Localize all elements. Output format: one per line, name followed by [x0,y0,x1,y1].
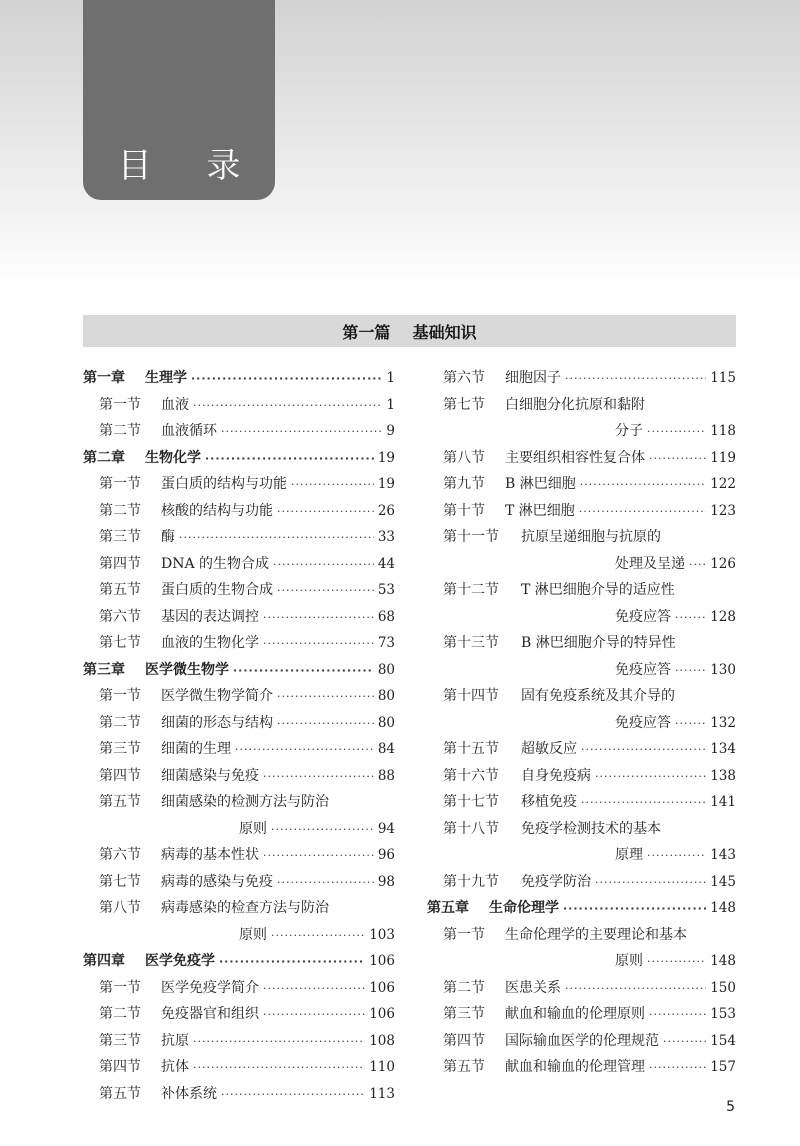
toc-entry-number: 第七节 [443,396,485,413]
toc-entry-title: 献血和输血的伦理管理 [505,1059,645,1075]
toc-entry-row[interactable] [427,365,736,392]
toc-entry-title: 抗原呈递细胞与抗原的 [521,529,661,545]
toc-entry-title-continued: 原理 [615,847,643,863]
toc-entry-title: 蛋白质的结构与功能 [161,476,287,492]
toc-page-number: 1 [386,370,395,386]
toc-page-number: 98 [377,873,395,890]
dot-leader [647,949,706,976]
toc-page-number: 19 [377,476,395,492]
toc-page-number: 145 [710,873,736,890]
dot-leader [221,1082,365,1109]
toc-entry-number: 第十六节 [443,767,499,784]
toc-page-number: 118 [710,423,736,439]
dot-leader [675,711,706,738]
dot-leader [565,976,706,1003]
toc-page-number: 128 [710,608,736,625]
toc-entry-number: 第一节 [99,396,141,413]
toc-page-number: 53 [377,582,395,598]
toc-entry-row[interactable] [427,948,736,975]
toc-chapter-row[interactable] [83,445,395,472]
toc-entry-title: 主要组织相容性复合体 [505,449,645,466]
toc-entry-number: 第十五节 [443,741,499,757]
dot-leader [271,817,374,844]
toc-page-number: 157 [710,1059,736,1075]
dot-leader [193,1029,365,1056]
toc-page-number: 138 [710,767,736,784]
toc-entry-title: 移植免疫 [521,794,577,810]
part-heading: 第一篇 基础知识 [83,315,736,347]
toc-entry-row[interactable] [427,577,736,604]
toc-entry-row[interactable] [427,1054,736,1081]
toc-entry-title: 酶 [161,529,175,545]
toc-entry-title: 生命伦理学 [489,900,559,916]
toc-entry-title-continued: 原则 [239,926,267,943]
toc-entry-title: B 淋巴细胞介导的特异性 [521,635,676,651]
toc-page-number: 132 [710,714,736,731]
toc-entry-title: 细菌的生理 [161,741,231,757]
toc-entry-row[interactable] [427,630,736,657]
toc-entry-title: T 淋巴细胞 [505,502,575,519]
toc-entry-title: 细胞因子 [505,370,561,386]
dot-leader [647,843,706,870]
dot-leader [191,366,382,393]
toc-entry-number: 第一节 [443,926,485,943]
toc-entry-number: 第七节 [99,635,141,651]
toc-chapter-row[interactable] [427,895,736,922]
toc-entry-row[interactable] [83,816,395,843]
toc-entry-row[interactable] [83,498,395,525]
dot-leader [179,525,374,552]
toc-page-number: 134 [710,741,736,757]
toc-entry-row[interactable] [83,736,395,763]
toc-page-number: 96 [377,847,395,863]
toc-entry-number: 第十四节 [443,688,499,704]
toc-entry-title: 免疫学防治 [521,873,591,890]
toc-entry-title: 病毒的基本性状 [161,847,259,863]
toc-entry-row[interactable] [83,524,395,551]
toc-entry-title: 抗体 [161,1059,189,1075]
toc-entry-row[interactable] [427,498,736,525]
toc-chapter-row[interactable] [83,657,395,684]
toc-page-number: 88 [377,767,395,784]
page-title: 目 录 [117,146,263,186]
toc-entry-number: 第十七节 [443,794,499,810]
toc-page-number: 9 [386,423,395,439]
dot-leader [581,737,706,764]
dot-leader [647,419,706,446]
toc-entry-row[interactable] [427,789,736,816]
toc-entry-row[interactable] [83,710,395,737]
toc-entry-row[interactable] [427,445,736,472]
toc-page-number: 153 [710,1006,736,1022]
toc-page-number: 80 [377,661,395,678]
toc-entry-row[interactable] [427,551,736,578]
dot-leader [675,658,706,685]
toc-entry-number: 第二节 [99,1006,141,1022]
dot-leader [277,870,374,897]
toc-page-number: 19 [377,449,395,466]
toc-entry-number: 第二节 [443,979,485,996]
toc-page-number: 154 [710,1032,736,1049]
toc-entry-number: 第九节 [443,476,485,492]
dot-leader [563,896,706,923]
dot-leader [595,870,706,897]
toc-entry-number: 第四章 [83,953,125,969]
dot-leader [277,578,374,605]
toc-entry-title: 医学免疫学 [145,953,215,969]
dot-leader [263,605,374,632]
dot-leader [263,764,374,791]
toc-page-number: 1 [386,396,395,413]
toc-page-number: 130 [710,661,736,678]
toc-entry-number: 第二章 [83,449,125,466]
toc-entry-title: 核酸的结构与功能 [161,502,273,519]
toc-entry-title: 自身免疫病 [521,767,591,784]
toc-entry-title: 血液循环 [161,423,217,439]
toc-entry-title: 血液的生物化学 [161,635,259,651]
toc-entry-row[interactable] [427,922,736,949]
dot-leader [291,472,374,499]
dot-leader [233,658,374,685]
toc-entry-number: 第六节 [443,370,485,386]
toc-entry-row[interactable] [427,683,736,710]
dot-leader [273,552,374,579]
toc-entry-row[interactable] [83,1054,395,1081]
toc-entry-row[interactable] [83,471,395,498]
toc-entry-title-continued: 原则 [239,820,267,837]
toc-page-number: 122 [710,476,736,492]
toc-page-number: 126 [710,555,736,572]
toc-page-number: 148 [710,900,736,916]
toc-page-number: 106 [369,1006,395,1022]
dot-leader [277,499,374,526]
toc-page-number: 103 [369,926,395,943]
toc-entry-row[interactable] [83,604,395,631]
toc-entry-number: 第十二节 [443,582,499,598]
dot-leader [675,605,706,632]
dot-leader [689,552,706,579]
toc-entry-title: 细菌的形态与结构 [161,714,273,731]
toc-entry-number: 第一章 [83,370,125,386]
toc-entry-row[interactable] [427,471,736,498]
dot-leader [235,737,374,764]
toc-page-number: 33 [377,529,395,545]
toc-entry-row[interactable] [83,1028,395,1055]
toc-entry-title: 抗原 [161,1032,189,1049]
dot-leader [271,923,365,950]
toc-chapter-row[interactable] [83,948,395,975]
toc-entry-number: 第十八节 [443,820,499,837]
toc-entry-title-continued: 免疫应答 [615,714,671,731]
toc-entry-title: 医学微生物学 [145,661,229,678]
dot-leader [205,446,374,473]
toc-entry-row[interactable] [83,1001,395,1028]
toc-entry-title: 固有免疫系统及其介导的 [521,688,675,704]
toc-entry-row[interactable] [427,816,736,843]
toc-page-number: 115 [710,370,736,386]
toc-entry-number: 第十一节 [443,529,499,545]
toc-entry-title: 生理学 [145,370,187,386]
toc-entry-row[interactable] [83,630,395,657]
toc-entry-row[interactable] [427,604,736,631]
dot-leader [580,472,706,499]
dot-leader [277,684,374,711]
toc-entry-row[interactable] [83,418,395,445]
toc-page-number: 148 [710,953,736,969]
toc-page-number: 106 [369,953,395,969]
toc-right-column [427,365,736,1081]
toc-entry-number: 第四节 [443,1032,485,1049]
toc-page-number: 106 [369,979,395,996]
dot-leader [581,790,706,817]
dot-leader [649,1055,706,1082]
toc-entry-number: 第八节 [99,900,141,916]
toc-entry-row[interactable] [83,922,395,949]
toc-entry-number: 第一节 [99,979,141,996]
dot-leader [579,499,706,526]
toc-entry-title: 细菌感染与免疫 [161,767,259,784]
toc-entry-title: 超敏反应 [521,741,577,757]
toc-page-number: 123 [710,502,736,519]
dot-leader [263,631,374,658]
toc-entry-row[interactable] [427,392,736,419]
toc-entry-number: 第八节 [443,449,485,466]
toc-entry-number: 第二节 [99,423,141,439]
toc-entry-title: 国际输血医学的伦理规范 [505,1032,659,1049]
toc-entry-row[interactable] [427,763,736,790]
toc-entry-number: 第四节 [99,555,141,572]
toc-entry-row[interactable] [427,1028,736,1055]
toc-entry-row[interactable] [427,975,736,1002]
dot-leader [263,843,374,870]
toc-page-number: 68 [377,608,395,625]
toc-entry-number: 第三节 [443,1006,485,1022]
toc-entry-row[interactable] [83,789,395,816]
toc-entry-number: 第一节 [99,688,141,704]
toc-entry-row[interactable] [83,551,395,578]
toc-entry-row[interactable] [83,392,395,419]
toc-page-number: 84 [377,741,395,757]
toc-entry-title-continued: 免疫应答 [615,661,671,678]
dot-leader [649,1002,706,1029]
toc-entry-title: T 淋巴细胞介导的适应性 [521,582,675,598]
toc-entry-title: 血液 [161,396,189,413]
toc-entry-row[interactable] [83,1081,395,1108]
toc-entry-number: 第二节 [99,714,141,731]
dot-leader [221,419,382,446]
toc-entry-title: 医患关系 [505,979,561,996]
toc-entry-title: DNA 的生物合成 [161,555,270,572]
toc-page-number: 80 [377,714,395,731]
toc-entry-number: 第三节 [99,741,141,757]
toc-entry-row[interactable] [427,1001,736,1028]
toc-entry-title: 献血和输血的伦理原则 [505,1006,645,1022]
toc-entry-title: 蛋白质的生物合成 [161,582,273,598]
toc-page-number: 113 [369,1085,395,1102]
toc-entry-title: 基因的表达调控 [161,608,259,625]
toc-page-number: 141 [710,794,736,810]
dot-leader [595,764,706,791]
toc-entry-row[interactable] [427,657,736,684]
toc-entry-row[interactable] [83,975,395,1002]
toc-entry-number: 第五节 [99,1085,141,1102]
toc-entry-title-continued: 免疫应答 [615,608,671,625]
toc-entry-title: 细菌感染的检测方法与防治 [161,794,329,810]
toc-entry-row[interactable] [83,763,395,790]
toc-entry-row[interactable] [427,524,736,551]
toc-entry-number: 第二节 [99,502,141,519]
toc-entry-title: 补体系统 [161,1085,217,1102]
toc-entry-number: 第三节 [99,1032,141,1049]
toc-page-number: 110 [369,1059,395,1075]
dot-leader [193,1055,365,1082]
toc-entry-row[interactable] [427,869,736,896]
toc-entry-number: 第四节 [99,767,141,784]
toc-entry-row[interactable] [427,842,736,869]
toc-entry-title: 生物化学 [145,449,201,466]
toc-page-number: 119 [710,449,736,466]
toc-page-number: 73 [377,635,395,651]
toc-entry-title: 医学微生物学简介 [161,688,273,704]
toc-entry-number: 第十节 [443,502,485,519]
toc-entry-row[interactable] [427,418,736,445]
dot-leader [263,1002,365,1029]
toc-entry-number: 第六节 [99,847,141,863]
toc-entry-number: 第五节 [443,1059,485,1075]
dot-leader [219,949,365,976]
toc-entry-title: 免疫学检测技术的基本 [521,820,661,837]
toc-entry-title: 免疫器官和组织 [161,1006,259,1022]
dot-leader [565,366,706,393]
toc-entry-number: 第六节 [99,608,141,625]
toc-entry-number: 第五章 [427,900,469,916]
toc-left-column [83,365,395,1107]
toc-entry-number: 第三章 [83,661,125,678]
dot-leader [193,393,382,420]
toc-entry-title: 白细胞分化抗原和黏附 [505,396,645,413]
toc-entry-title: 生命伦理学的主要理论和基本 [505,926,687,943]
toc-page-number: 26 [377,502,395,519]
toc-entry-row[interactable] [427,736,736,763]
toc-page-number: 108 [369,1032,395,1049]
toc-entry-title: B 淋巴细胞 [505,476,576,492]
toc-entry-title: 病毒的感染与免疫 [161,873,273,890]
dot-leader [649,446,706,473]
dot-leader [663,1029,706,1056]
dot-leader [263,976,365,1003]
toc-entry-number: 第十三节 [443,635,499,651]
toc-entry-title-continued: 处理及呈递 [615,555,685,572]
title-tab [83,0,275,200]
toc-entry-number: 第四节 [99,1059,141,1075]
toc-chapter-row[interactable] [83,365,395,392]
toc-entry-number: 第十九节 [443,873,499,890]
toc-entry-number: 第七节 [99,873,141,890]
toc-entry-number: 第一节 [99,476,141,492]
toc-entry-number: 第三节 [99,529,141,545]
dot-leader [277,711,374,738]
toc-page-number: 94 [377,820,395,837]
toc-entry-row[interactable] [83,842,395,869]
toc-entry-row[interactable] [83,895,395,922]
toc-entry-title: 病毒感染的检查方法与防治 [161,900,329,916]
toc-entry-number: 第五节 [99,582,141,598]
toc-entry-number: 第五节 [99,794,141,810]
toc-entry-row[interactable] [427,710,736,737]
toc-entry-title-continued: 原则 [615,953,643,969]
toc-entry-row[interactable] [83,683,395,710]
page-number: 5 [726,1099,735,1115]
toc-page-number: 150 [710,979,736,996]
toc-page-number: 80 [377,688,395,704]
toc-entry-title: 医学免疫学简介 [161,979,259,996]
toc-entry-title-continued: 分子 [615,423,643,439]
toc-entry-row[interactable] [83,577,395,604]
toc-page-number: 143 [710,847,736,863]
toc-page-number: 44 [377,555,395,572]
toc-entry-row[interactable] [83,869,395,896]
